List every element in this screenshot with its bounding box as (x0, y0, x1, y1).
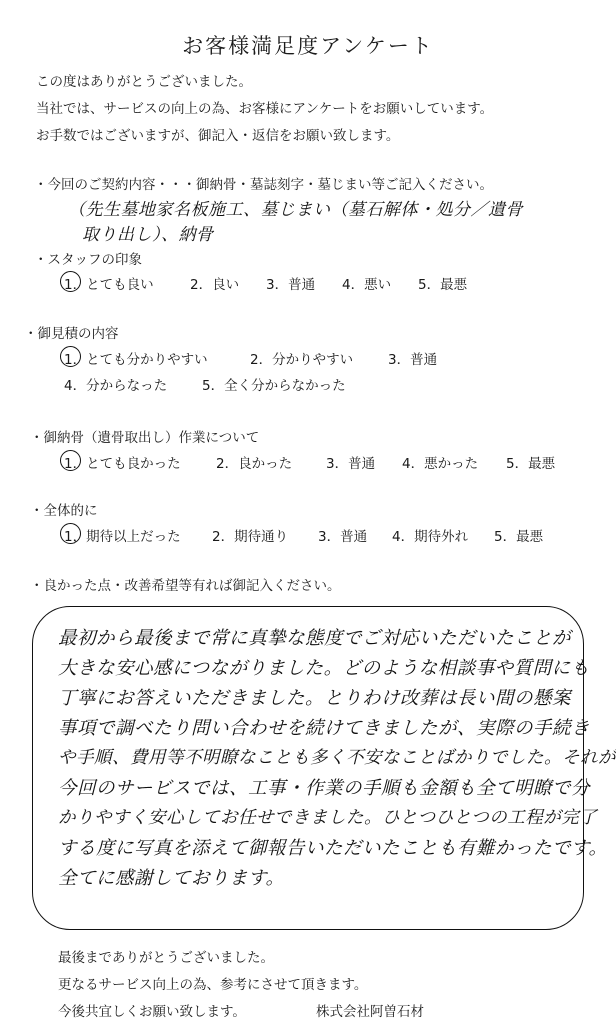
page-title: お客様満足度アンケート (182, 34, 434, 58)
question-estimate: ・御見積の内容 (24, 326, 119, 342)
handwritten-contract-line-2: 取り出し）、納骨 (82, 225, 214, 245)
overall-option-2: 2．期待通り (212, 529, 289, 545)
footer-line-3: 今後共宜しくお願い致します。 (58, 1004, 246, 1020)
question-staff: ・スタッフの印象 (34, 252, 142, 268)
comment-line-7: かりやすく安心してお任せできました。ひとつひとつの工程が完了 (58, 808, 598, 828)
estimate-option-5: 5．全く分からなかった (202, 378, 346, 394)
estimate-option-3: 3．普通 (388, 352, 438, 368)
comment-line-9: 全てに感謝しております。 (58, 868, 285, 889)
staff-option-1: 1．とても良い (64, 277, 154, 293)
comment-line-5: や手順、費用等不明瞭なことも多く不安なことばかりでした。それが (58, 748, 616, 768)
comment-line-6: 今回のサービスでは、工事・作業の手順も金額も全て明瞭で分 (58, 778, 591, 799)
company-name: 株式会社阿曽石材 (316, 1004, 424, 1020)
overall-option-1: 1，期待以上だった (64, 529, 181, 545)
staff-option-2: 2．良い (190, 277, 240, 293)
work-option-1: 1．とても良かった (64, 456, 181, 472)
overall-option-4: 4．期待外れ (392, 529, 469, 545)
question-work: ・御納骨（遺骨取出し）作業について (30, 430, 260, 446)
work-option-4: 4．悪かった (402, 456, 479, 472)
question-contract: ・今回のご契約内容・・・御納骨・墓誌刻字・墓じまい等ご記入ください。 (34, 177, 493, 193)
intro-line-1: この度はありがとうございました。 (36, 74, 252, 90)
work-option-5: 5．最悪 (506, 456, 556, 472)
comment-line-1: 最初から最後まで常に真摯な態度でご対応いただいたことが (58, 628, 572, 649)
staff-option-3: 3．普通 (266, 277, 316, 293)
footer-line-1: 最後までありがとうございました。 (58, 950, 274, 966)
comment-line-4: 事項で調べたり問い合わせを続けてきましたが、実際の手続き (58, 718, 591, 739)
staff-option-5: 5．最悪 (418, 277, 468, 293)
work-option-3: 3．普通 (326, 456, 376, 472)
comment-line-8: する度に写真を添えて御報告いただいたことも有難かったです。 (58, 838, 608, 859)
estimate-option-1: 1．とても分かりやすい (64, 352, 208, 368)
footer-line-2: 更なるサービス向上の為、参考にさせて頂きます。 (58, 977, 368, 993)
question-comments: ・良かった点・改善希望等有れば御記入ください。 (30, 578, 341, 594)
work-option-2: 2．良かった (216, 456, 293, 472)
estimate-option-4: 4．分からなった (64, 378, 168, 394)
overall-option-3: 3．普通 (318, 529, 368, 545)
staff-option-4: 4．悪い (342, 277, 392, 293)
question-overall: ・全体的に (30, 503, 98, 519)
intro-line-2: 当社では、サービスの向上の為、お客様にアンケートをお願いしています。 (36, 101, 494, 117)
estimate-option-2: 2．分かりやすい (250, 352, 354, 368)
intro-line-3: お手数ではございますが、御記入・返信をお願い致します。 (36, 128, 400, 144)
comment-line-2: 大きな安心感につながりました。どのような相談事や質問にも (58, 658, 590, 679)
handwritten-contract-line-1: （先生墓地家名板施工、墓じまい（墓石解体・処分／遺骨 (68, 200, 523, 220)
comment-line-3: 丁寧にお答えいただきました。とりわけ改葬は長い間の懸案 (58, 688, 572, 709)
overall-option-5: 5．最悪 (494, 529, 544, 545)
